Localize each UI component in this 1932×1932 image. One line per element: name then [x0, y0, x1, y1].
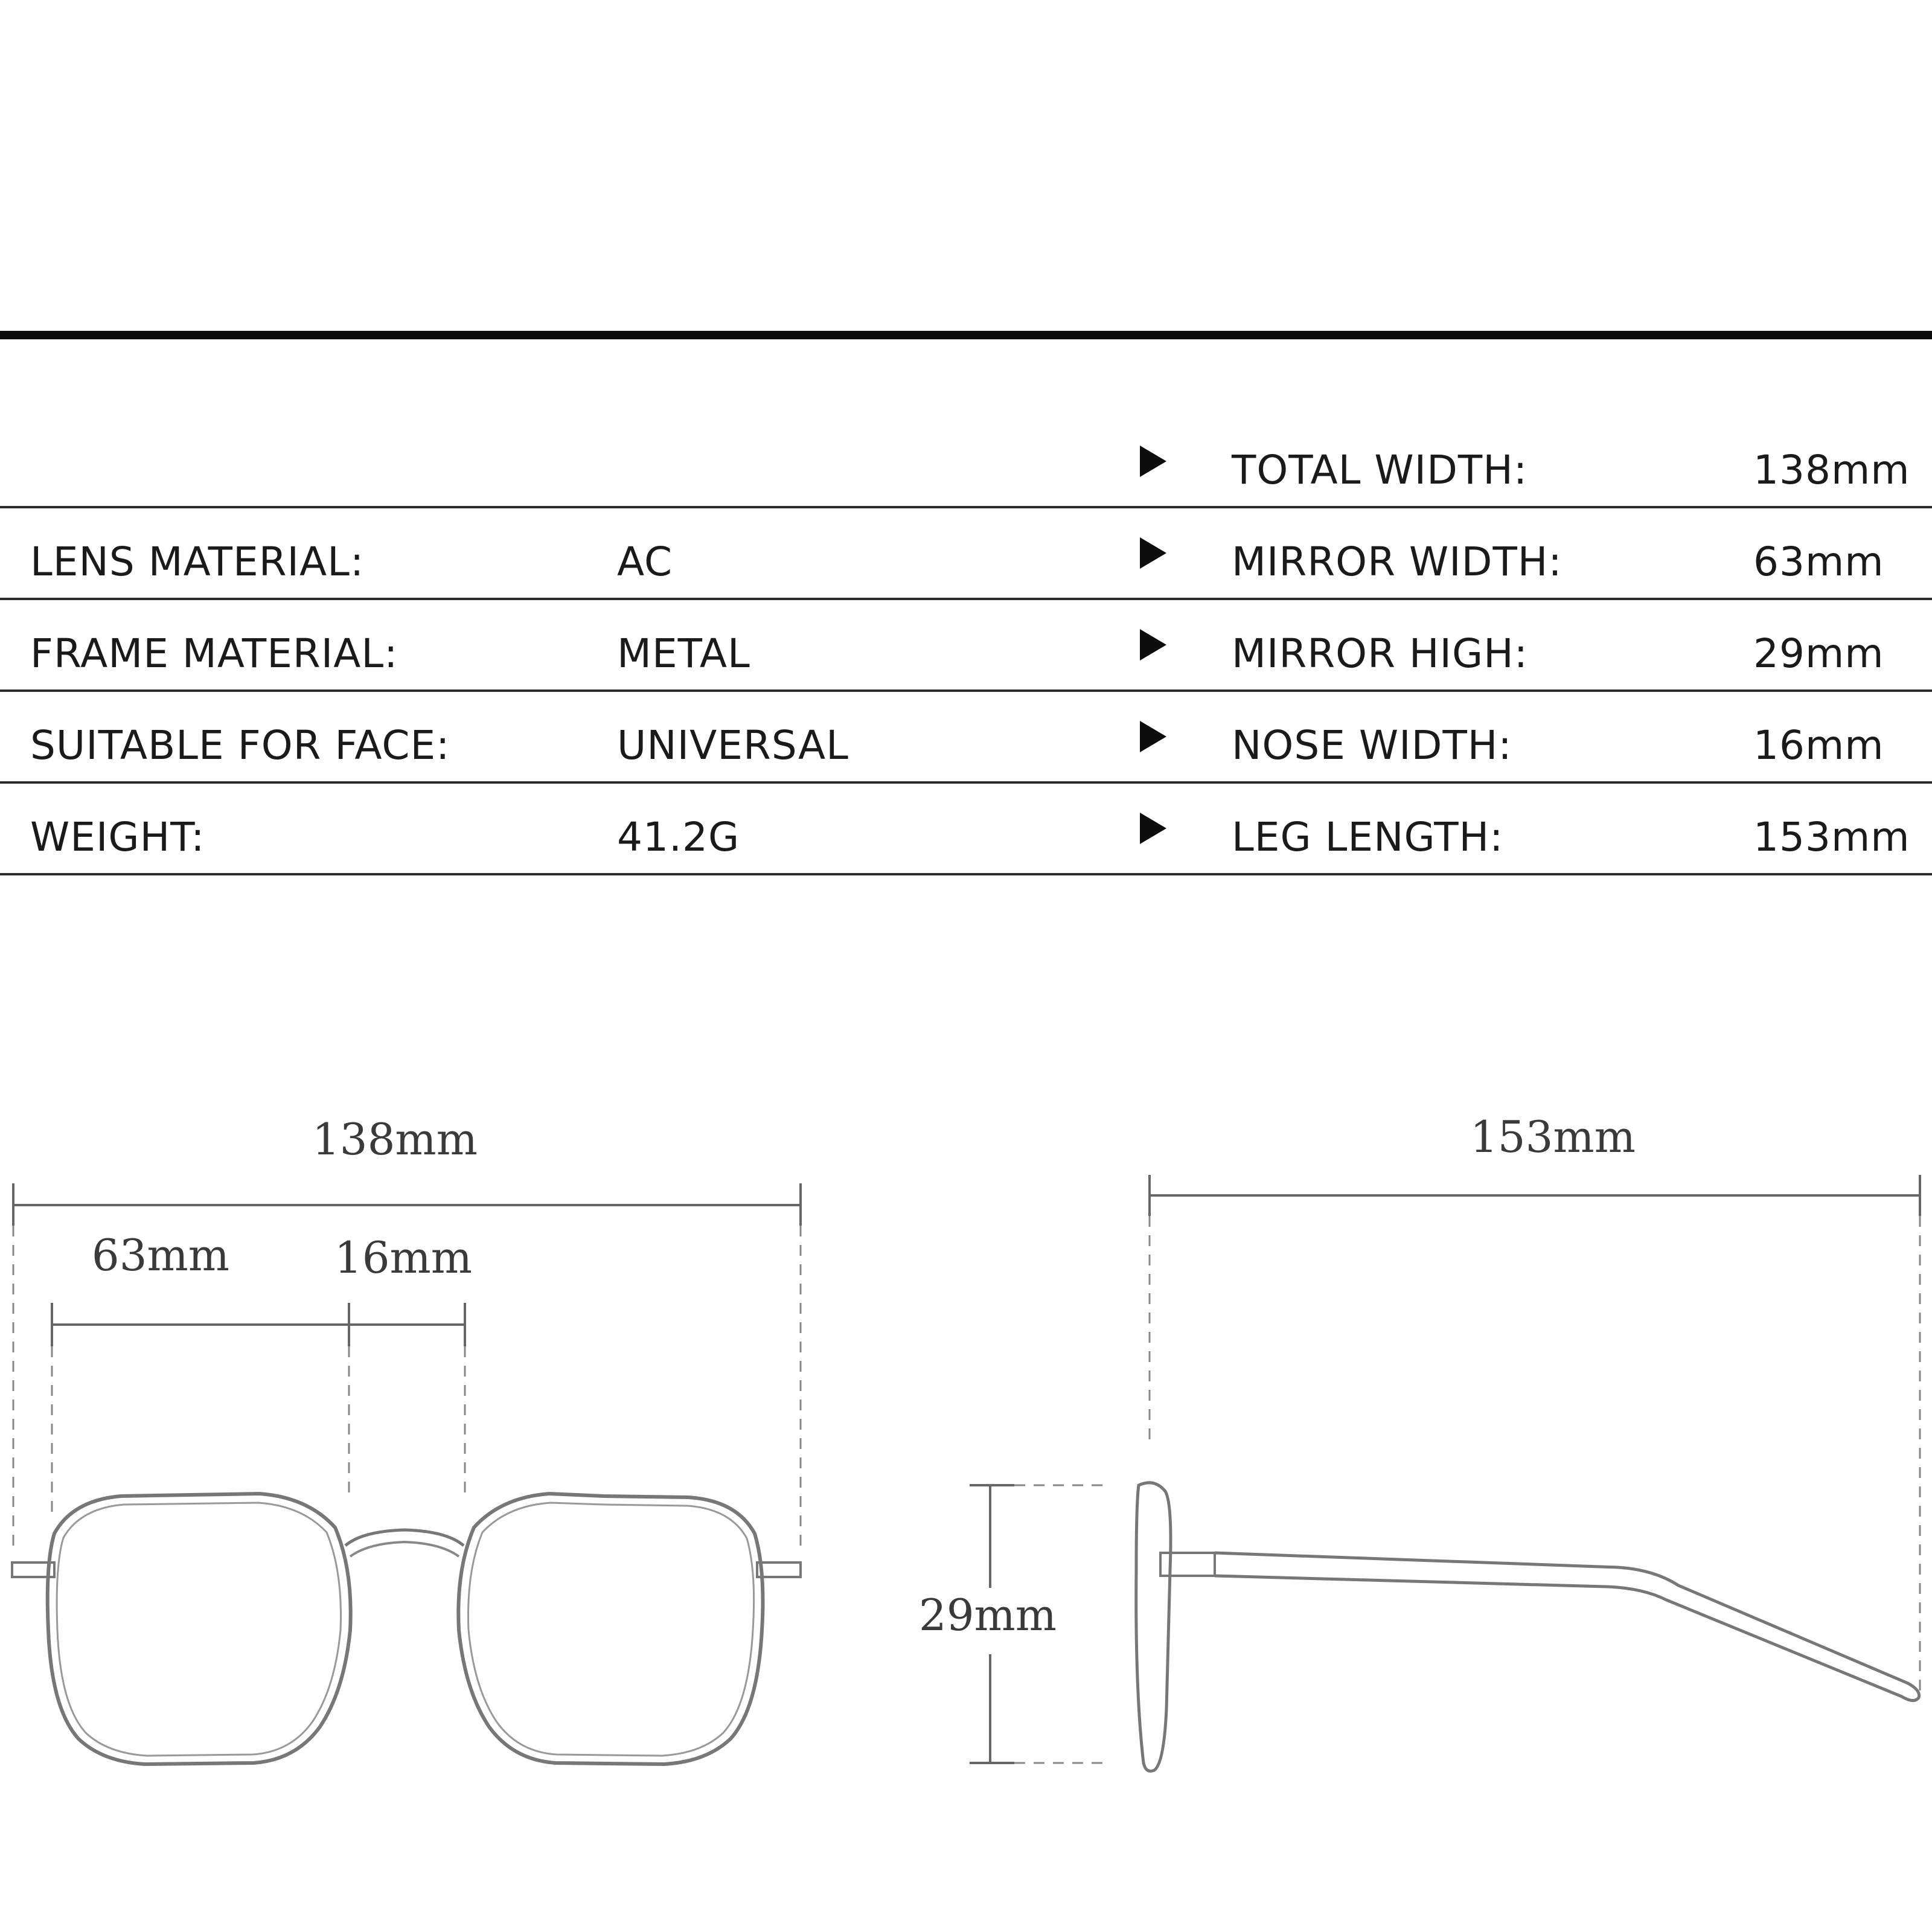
right-lens-outer	[458, 1494, 763, 1764]
spec-label: FRAME MATERIAL:	[30, 630, 398, 677]
spec-label: LENS MATERIAL:	[30, 539, 365, 585]
leg-length-label: 153mm	[1470, 1112, 1636, 1162]
lens-width-label: 63mm	[91, 1230, 230, 1281]
total-width-label: 138mm	[312, 1114, 478, 1165]
spec-right-label: MIRROR HIGH:	[1232, 630, 1529, 677]
nose-width-label: 16mm	[334, 1232, 473, 1283]
spec-right-label: NOSE WIDTH:	[1232, 722, 1512, 769]
spec-right-value: 63mm	[1753, 539, 1884, 585]
temple-arm	[1215, 1553, 1919, 1701]
bridge-inner	[350, 1542, 459, 1556]
spec-right-value: 138mm	[1753, 447, 1910, 493]
spec-right-label: TOTAL WIDTH:	[1232, 447, 1528, 493]
left-lens-inner	[57, 1503, 341, 1756]
spec-value: UNIVERSAL	[617, 722, 849, 769]
spec-right-label: LEG LENGTH:	[1232, 814, 1504, 860]
lens-height-label: 29mm	[918, 1590, 1057, 1640]
spec-right-value: 29mm	[1753, 630, 1884, 677]
bridge-outer	[345, 1530, 464, 1546]
spec-right-value: 16mm	[1753, 722, 1884, 769]
spec-right-value: 153mm	[1753, 814, 1910, 860]
right-lens-inner	[468, 1503, 753, 1756]
lens-side-profile	[1136, 1483, 1171, 1771]
left-lens-outer	[48, 1494, 351, 1764]
spec-value: 41.2G	[617, 814, 740, 860]
spec-label: SUITABLE FOR FACE:	[30, 722, 450, 769]
spec-label: WEIGHT:	[30, 814, 205, 860]
spec-value: AC	[617, 539, 673, 585]
front-view	[12, 1114, 801, 1764]
spec-value: METAL	[617, 630, 750, 677]
side-view	[919, 1112, 1920, 1771]
spec-right-label: MIRROR WIDTH:	[1232, 539, 1563, 585]
